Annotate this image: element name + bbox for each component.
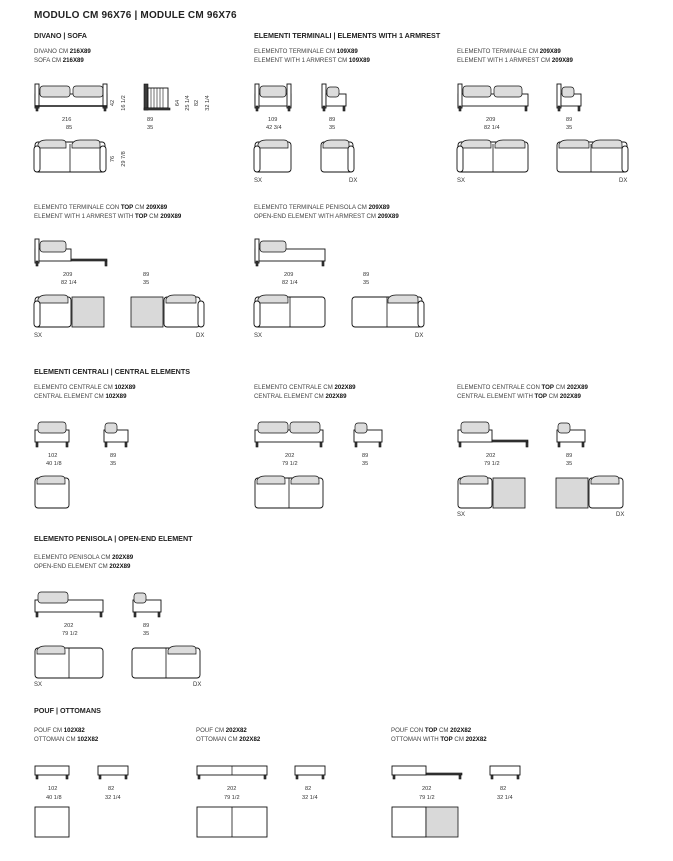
caption-cent202: ELEMENTO CENTRALE CM 202X89 CENTRAL ELEMENT CM 202X89 [254, 384, 356, 400]
dim-35: 35 [147, 125, 154, 131]
dim-202-p: 202 [227, 786, 237, 792]
dim-35-t2: 35 [566, 125, 573, 131]
dim-89-4: 89 [363, 272, 370, 278]
dim-202-3: 202 [64, 623, 74, 629]
caption-pouftop: POUF CON TOP CM 202X82 OTTOMAN WITH TOP CM 202X82 [391, 727, 487, 743]
dim-202-2: 202 [486, 453, 496, 459]
dim-109: 109 [268, 117, 278, 123]
dim-89: 89 [147, 117, 154, 123]
term109-top-drawing-dx [320, 138, 360, 178]
dim-32-p2: 32 1/4 [302, 795, 318, 801]
divano-top-drawing [34, 138, 110, 178]
section-heading-central: ELEMENTI CENTRALI | CENTRAL ELEMENTS [34, 367, 191, 376]
label-dx: DX [349, 178, 358, 184]
section-heading-sofa: DIVANO | SOFA [34, 31, 87, 40]
dim-79-p2: 79 1/2 [419, 795, 435, 801]
dim-35-t: 35 [329, 125, 336, 131]
term109-front-drawing [254, 84, 294, 116]
caption-divano: DIVANO CM 216X89 SOFA CM 216X89 [34, 48, 91, 64]
termpen-top-drawing [254, 293, 434, 333]
dim-35-5: 35 [110, 461, 117, 467]
term209-side-drawing [555, 84, 587, 116]
dim-42b: 42 3/4 [266, 125, 282, 131]
dim-40: 40 1/8 [46, 461, 62, 467]
label-sx: SX [457, 512, 466, 518]
dim-35-4: 35 [363, 280, 370, 286]
dim-202: 202 [285, 453, 295, 459]
term209-top-drawing-dx [556, 138, 632, 178]
caption-term109: ELEMENTO TERMINALE CM 109X89 ELEMENT WITH 1 ARMREST CM 109X89 [254, 48, 370, 64]
cent102-side-drawing [102, 420, 134, 452]
dim-32-p: 32 1/4 [105, 795, 121, 801]
dim-32: 32 1/4 [204, 95, 211, 111]
dim-202-p2: 202 [422, 786, 432, 792]
pouf102-front-drawing [34, 764, 134, 784]
label-sx: SX [34, 333, 43, 339]
label-sx: SX [254, 178, 263, 184]
dim-209-3: 209 [284, 272, 294, 278]
pouftop-front-drawing [391, 764, 531, 784]
dim-35-3: 35 [143, 280, 150, 286]
dim-35-6: 35 [362, 461, 369, 467]
pouf202-front-drawing [196, 764, 336, 784]
dim-79: 79 1/2 [282, 461, 298, 467]
label-sx: SX [34, 682, 43, 688]
dim-16: 16 1/2 [120, 95, 127, 111]
label-dx: DX [616, 512, 625, 518]
dim-89-6: 89 [362, 453, 369, 459]
termpen-front-drawing [254, 239, 334, 271]
dim-79-p: 79 1/2 [224, 795, 240, 801]
pouftop-top-drawing [391, 806, 467, 840]
dim-82-p2: 82 [305, 786, 312, 792]
cent202-front-drawing [254, 420, 330, 452]
term109-side-drawing [320, 84, 352, 116]
dim-216: 216 [62, 117, 72, 123]
dim-85: 85 [66, 125, 73, 131]
divano-front-drawing [34, 84, 110, 116]
caption-pouf202: POUF CM 202X82 OTTOMAN CM 202X82 [196, 727, 261, 743]
label-sx: SX [254, 333, 263, 339]
dim-82-p3: 82 [500, 786, 507, 792]
cent102-top-drawing [34, 474, 74, 514]
dim-82b: 82 1/4 [484, 125, 500, 131]
dim-102: 102 [48, 453, 58, 459]
caption-termpen: ELEMENTO TERMINALE PENISOLA CM 209X89 OPEN-END ELEMENT WITH ARMREST CM 209X89 [254, 204, 399, 220]
dim-89-7: 89 [566, 453, 573, 459]
label-dx: DX [415, 333, 424, 339]
cent202-top-drawing [254, 474, 330, 514]
caption-cent102: ELEMENTO CENTRALE CM 102X89 CENTRAL ELEMENT CM 102X89 [34, 384, 136, 400]
pen202-side-drawing [131, 590, 163, 622]
section-heading-pouf: POUF | OTTOMANS [34, 706, 101, 715]
section-heading-openend: ELEMENTO PENISOLA | OPEN-END ELEMENT [34, 534, 193, 543]
dim-32-p3: 32 1/4 [497, 795, 513, 801]
pouf102-top-drawing [34, 806, 74, 840]
dim-82b-2: 82 1/4 [61, 280, 77, 286]
cent102-front-drawing [34, 420, 74, 452]
dim-82b-3: 82 1/4 [282, 280, 298, 286]
dim-89-8: 89 [143, 623, 150, 629]
dim-209: 209 [486, 117, 496, 123]
caption-pen202: ELEMENTO PENISOLA CM 202X89 OPEN-END ELEMENT CM 202X89 [34, 554, 134, 570]
caption-centtop: ELEMENTO CENTRALE CON TOP CM 202X89 CENTRAL ELEMENT WITH TOP CM 202X89 [457, 384, 588, 400]
term109-top-drawing [254, 138, 300, 178]
cent202-side-drawing [352, 420, 384, 452]
pouf202-top-drawing [196, 806, 272, 840]
caption-termtop: ELEMENTO TERMINALE CON TOP CM 209X89 ELEMENT WITH 1 ARMREST WITH TOP CM 209X89 [34, 204, 182, 220]
termtop-front-drawing [34, 239, 110, 271]
dim-89-5: 89 [110, 453, 117, 459]
centtop-top-drawing [457, 474, 637, 514]
term209-top-drawing [457, 138, 533, 178]
pen202-top-drawing [34, 644, 214, 684]
dim-42: 42 [110, 99, 117, 107]
termtop-top-drawing [34, 293, 214, 333]
centtop-front-drawing [457, 420, 537, 452]
caption-pouf102: POUF CM 102X82 OTTOMAN CM 102X82 [34, 727, 99, 743]
pen202-front-drawing [34, 590, 110, 622]
dim-40-p: 40 1/8 [46, 795, 62, 801]
dim-102-p: 102 [48, 786, 58, 792]
divano-side-drawing [140, 84, 174, 116]
dim-79-3: 79 1/2 [62, 631, 78, 637]
label-sx: SX [457, 178, 466, 184]
dim-64: 64 [175, 99, 182, 107]
section-heading-terminal: ELEMENTI TERMINALI | ELEMENTS WITH 1 ARMREST [254, 31, 441, 40]
dim-89-3: 89 [143, 272, 150, 278]
dim-82-p: 82 [108, 786, 115, 792]
dim-25: 25 1/4 [184, 95, 191, 111]
label-dx: DX [619, 178, 628, 184]
label-dx: DX [193, 682, 202, 688]
dim-35-7: 35 [566, 461, 573, 467]
dim-82: 82 [194, 99, 201, 107]
dim-35-8: 35 [143, 631, 150, 637]
dim-89-t: 89 [329, 117, 336, 123]
label-dx: DX [196, 333, 205, 339]
dim-79-2: 79 1/2 [484, 461, 500, 467]
dim-89-t2: 89 [566, 117, 573, 123]
dim-76: 76 [110, 155, 117, 163]
dim-209-2: 209 [63, 272, 73, 278]
page-title: MODULO CM 96X76 | MODULE CM 96X76 [34, 10, 237, 21]
caption-term209: ELEMENTO TERMINALE CM 209X89 ELEMENT WITH 1 ARMREST CM 209X89 [457, 48, 573, 64]
term209-front-drawing [457, 84, 533, 116]
centtop-side-drawing [555, 420, 587, 452]
dim-29: 29 7/8 [120, 151, 127, 167]
